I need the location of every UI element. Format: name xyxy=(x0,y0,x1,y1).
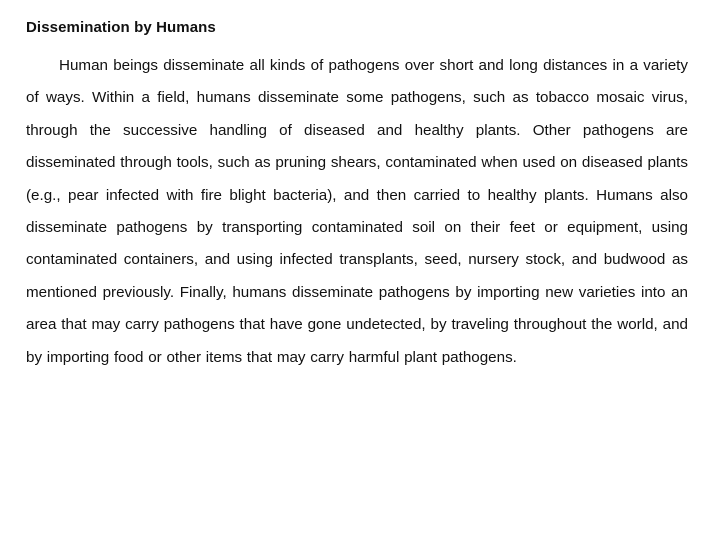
body-paragraph: Human beings disseminate all kinds of pathogens over short and long distances in a variety of ways. Within a field, humans disseminate some pathogens, such as tobacco mosaic virus, through the successive handling of diseased and healthy plants. Other pathogens are disseminated through tools, such as pruning shears, contaminated when used on diseased plants (e.g., pear infected with fire blight bacteria), and then carried to healthy plants. Humans also disseminate pathogens by transporting contaminated soil on their feet or equipment, using contaminated containers, and using infected transplants, seed, nursery stock, and budwood as mentioned previously. Finally, humans disseminate pathogens by importing new varieties into an area that may carry pathogens that have gone undetected, by traveling throughout the world, and by importing food or other items that may carry harmful plant pathogens. xyxy=(26,57,688,366)
section-title: Dissemination by Humans xyxy=(26,19,216,36)
